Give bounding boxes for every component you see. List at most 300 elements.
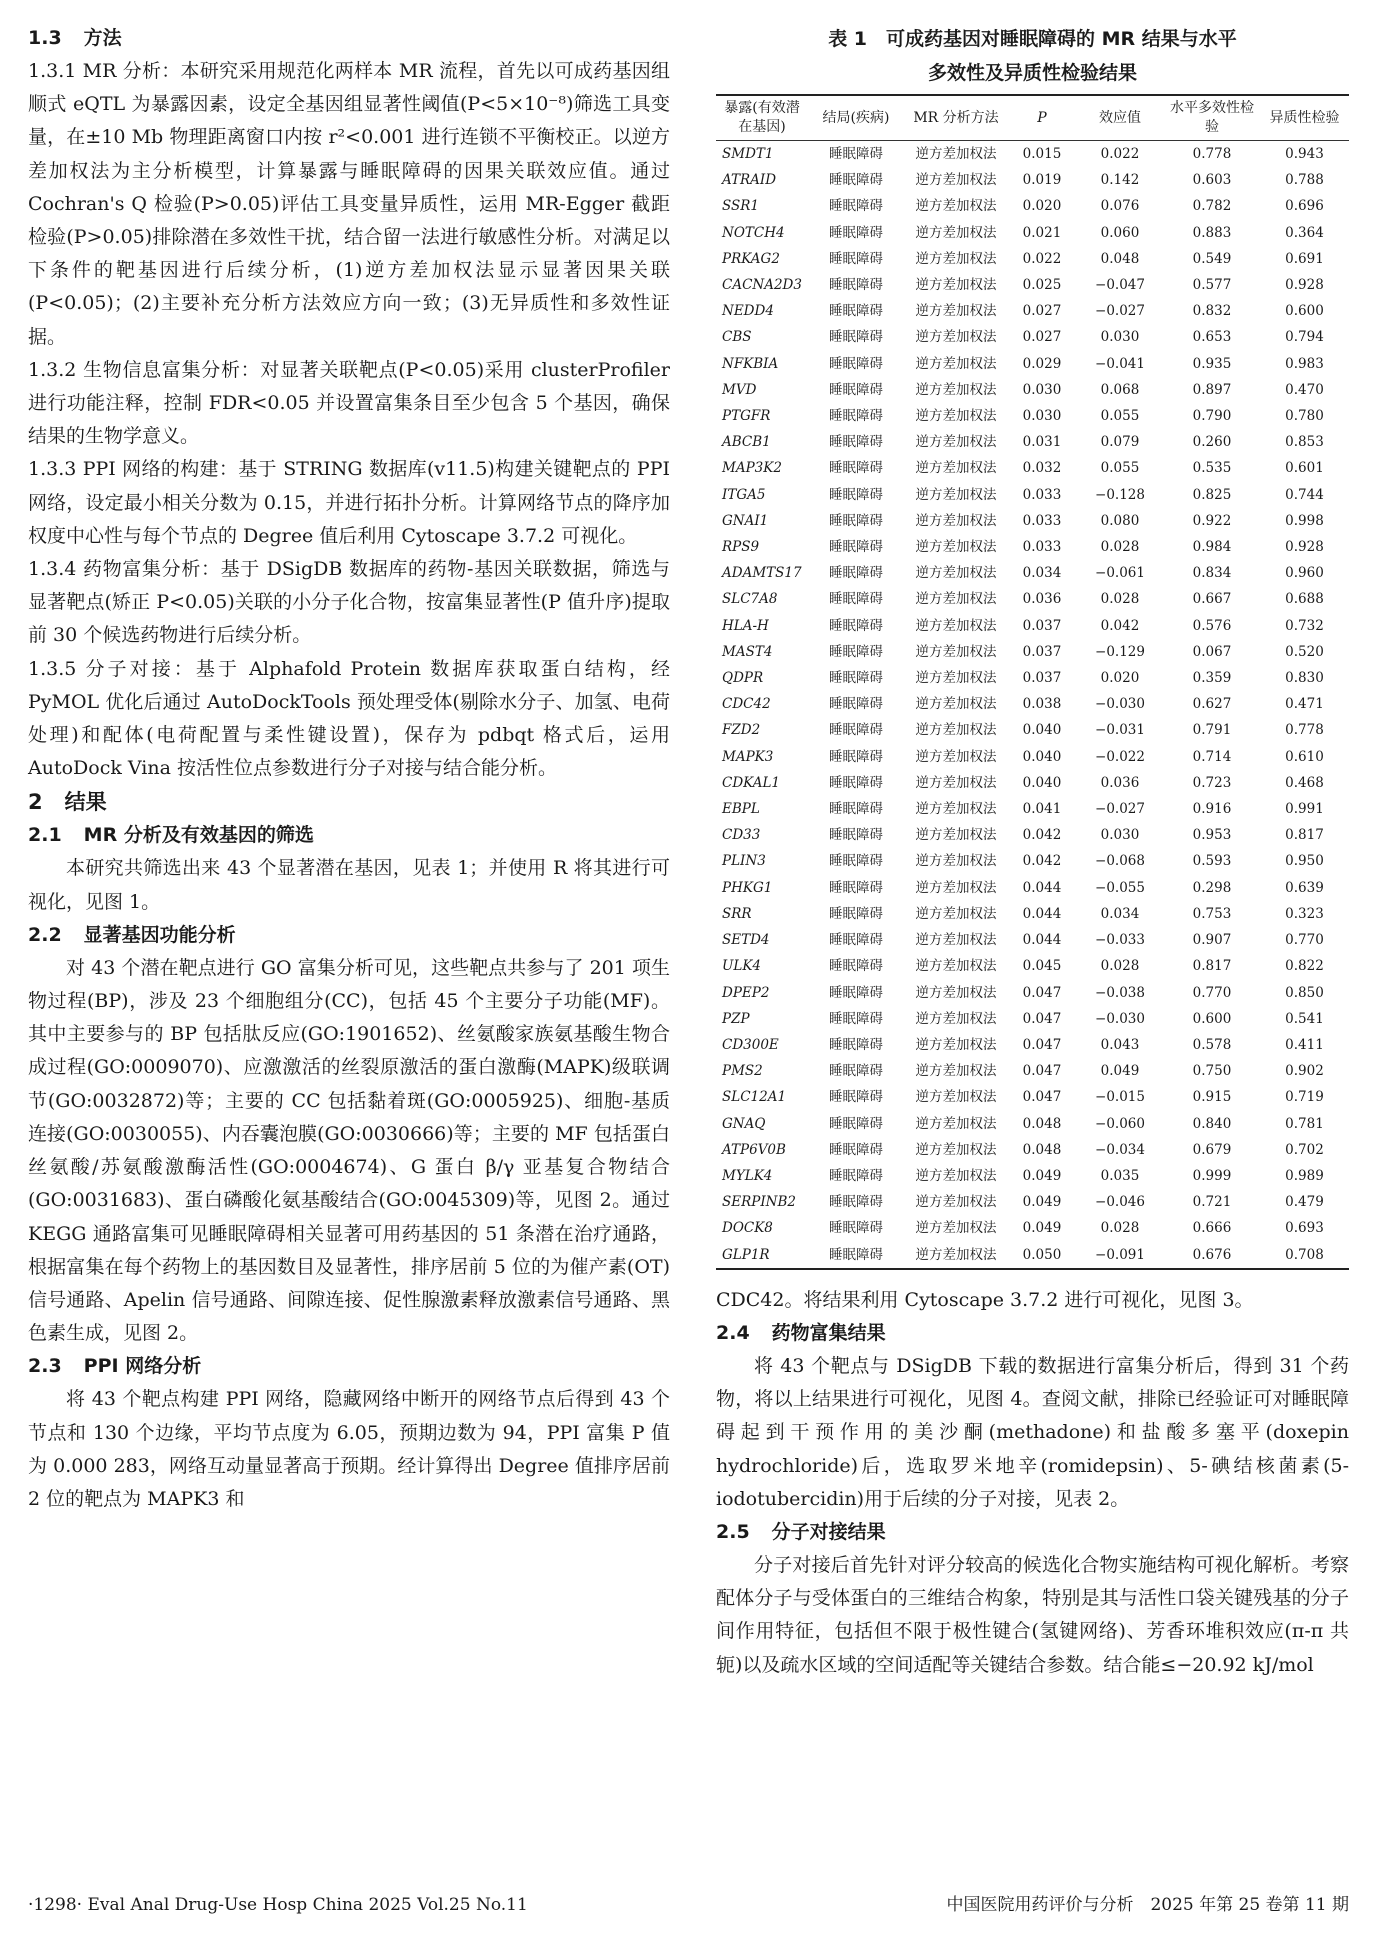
table-cell: 0.411 <box>1285 1036 1324 1053</box>
table-cell: 0.653 <box>1192 329 1232 346</box>
gene-cell: SLC7A8 <box>722 591 778 608</box>
table-cell: 0.600 <box>1192 1010 1232 1027</box>
table-cell: 0.359 <box>1192 670 1232 687</box>
table-row <box>716 246 1349 272</box>
table-row <box>716 665 1349 691</box>
table-cell: −0.022 <box>1095 748 1145 765</box>
gene-cell: PZP <box>722 1010 750 1027</box>
table-cell: −0.047 <box>1095 277 1145 294</box>
table-cell: 0.576 <box>1192 617 1232 634</box>
table-cell: 逆方差加权法 <box>915 355 997 372</box>
table-row <box>716 141 1349 168</box>
gene-cell: PRKAG2 <box>722 250 780 267</box>
table-cell: 睡眠障碍 <box>829 801 883 818</box>
table-cell: −0.015 <box>1095 1089 1145 1106</box>
table-cell: 睡眠障碍 <box>829 329 883 346</box>
table-cell: 0.030 <box>1100 329 1140 346</box>
gene-cell: DPEP2 <box>722 984 770 1001</box>
table-cell: 0.035 <box>1100 1167 1140 1184</box>
table-cell: 睡眠障碍 <box>829 1167 883 1184</box>
table-cell: 0.991 <box>1285 801 1324 818</box>
table-cell: 0.691 <box>1285 250 1324 267</box>
gene-cell: ATRAID <box>722 172 777 189</box>
table-cell: 0.853 <box>1285 434 1324 451</box>
table-cell: 睡眠障碍 <box>829 146 883 162</box>
table-cell: 0.079 <box>1100 434 1140 451</box>
table-cell: 0.048 <box>1022 1141 1062 1158</box>
table-cell: 0.719 <box>1285 1089 1324 1106</box>
gene-cell: RPS9 <box>722 539 760 556</box>
table-cell: 逆方差加权法 <box>915 1010 997 1027</box>
gene-cell: MAST4 <box>722 643 773 660</box>
table-cell: 0.610 <box>1285 748 1324 765</box>
table-cell: 逆方差加权法 <box>915 146 997 162</box>
table-cell: 睡眠障碍 <box>829 932 883 949</box>
table-cell: 0.714 <box>1192 748 1232 765</box>
table-cell: 0.721 <box>1192 1194 1232 1211</box>
table-cell: 0.042 <box>1022 853 1062 870</box>
table-cell: 0.047 <box>1022 984 1062 1001</box>
table-cell: 0.817 <box>1192 958 1232 975</box>
table-cell: 0.030 <box>1022 381 1062 398</box>
table-cell: 0.076 <box>1100 198 1140 215</box>
table-cell: 0.639 <box>1285 879 1324 896</box>
table-cell: 逆方差加权法 <box>915 591 997 608</box>
gene-cell: CACNA2D3 <box>722 277 802 294</box>
table-row <box>716 717 1349 743</box>
table-cell: 0.028 <box>1100 1220 1140 1237</box>
table-cell: 0.028 <box>1100 539 1140 556</box>
table-cell: 0.593 <box>1192 853 1232 870</box>
table-cell: 逆方差加权法 <box>915 1089 997 1106</box>
table-cell: 0.040 <box>1022 722 1062 739</box>
table-cell: 0.601 <box>1285 460 1324 477</box>
table-cell: 逆方差加权法 <box>915 932 997 949</box>
table-cell: 0.822 <box>1285 958 1324 975</box>
table-cell: 逆方差加权法 <box>915 1220 997 1237</box>
table-row <box>716 953 1349 979</box>
column-header: 结局(疾病) <box>808 95 904 141</box>
table-cell: 0.479 <box>1285 1194 1324 1211</box>
table-cell: 逆方差加权法 <box>915 486 997 503</box>
table-row <box>716 298 1349 324</box>
table-cell: 0.696 <box>1285 198 1324 215</box>
table-cell: 睡眠障碍 <box>829 643 883 660</box>
table-cell: 逆方差加权法 <box>915 984 997 1001</box>
table-cell: 0.907 <box>1192 932 1232 949</box>
paragraph-continuation: CDC42。将结果利用 Cytoscape 3.7.2 进行可视化，见图 3。 <box>716 1288 1254 1311</box>
table-row <box>716 822 1349 848</box>
section-heading-2: 2 结果 <box>28 790 107 815</box>
table-cell: 0.036 <box>1022 591 1062 608</box>
table-cell: 0.033 <box>1022 512 1062 529</box>
table-cell: 0.693 <box>1285 1220 1324 1237</box>
table-cell: 0.791 <box>1192 722 1232 739</box>
table-cell: 0.044 <box>1022 905 1062 922</box>
table-cell: −0.061 <box>1095 565 1145 582</box>
table-row <box>716 1189 1349 1215</box>
table-cell: 0.044 <box>1022 879 1062 896</box>
table-cell: 0.045 <box>1022 958 1062 975</box>
paragraph-2-4: 将 43 个靶点与 DSigDB 下载的数据进行富集分析后，得到 31 个药物，将以上结果进行可视化，见图 4。查阅文献，排除已经验证可对睡眠障碍起到干预作用的美沙酮(methadone)和盐酸多塞平(doxepin hydrochloride)后，选取罗米地辛(romidepsin)、5-碘结核菌素(5-iodotubercidin)用于后续的分子对接，见表 2。 <box>716 1354 1349 1510</box>
table-cell: 0.042 <box>1022 827 1062 844</box>
table-cell: 0.744 <box>1285 486 1324 503</box>
table-row <box>716 980 1349 1006</box>
table-cell: −0.033 <box>1095 932 1145 949</box>
table-cell: 睡眠障碍 <box>829 408 883 425</box>
table-cell: 0.984 <box>1192 539 1232 556</box>
table-cell: 0.770 <box>1192 984 1232 1001</box>
gene-cell: NOTCH4 <box>722 224 785 241</box>
gene-cell: SRR <box>722 905 752 922</box>
gene-cell: PHKG1 <box>722 879 773 896</box>
table-cell: 逆方差加权法 <box>915 250 997 267</box>
table-cell: 逆方差加权法 <box>915 722 997 739</box>
table-cell: 0.830 <box>1285 670 1324 687</box>
table-row <box>716 875 1349 901</box>
table-cell: 0.468 <box>1285 774 1324 791</box>
table-cell: 逆方差加权法 <box>915 1246 997 1263</box>
table-cell: 0.834 <box>1192 565 1232 582</box>
table-cell: 0.038 <box>1022 696 1062 713</box>
table-cell: 0.753 <box>1192 905 1232 922</box>
table-cell: 逆方差加权法 <box>915 1115 997 1132</box>
table-1-title: 表 1 可成药基因对睡眠障碍的 MR 结果与水平 <box>828 28 1237 50</box>
section-heading-2-1: 2.1 MR 分析及有效基因的筛选 <box>28 824 314 847</box>
table-cell: 逆方差加权法 <box>915 905 997 922</box>
table-cell: 0.778 <box>1192 146 1232 162</box>
table-cell: 0.032 <box>1022 460 1062 477</box>
gene-cell: ULK4 <box>722 958 762 975</box>
table-cell: 睡眠障碍 <box>829 355 883 372</box>
table-cell: 睡眠障碍 <box>829 696 883 713</box>
table-cell: 睡眠障碍 <box>829 827 883 844</box>
table-cell: −0.038 <box>1095 984 1145 1001</box>
paragraph-2-1: 本研究共筛选出来 43 个显著潜在基因，见表 1；并使用 R 将其进行可视化，见图 1。 <box>28 857 670 913</box>
table-cell: 0.832 <box>1192 303 1232 320</box>
gene-cell: GLP1R <box>722 1246 770 1263</box>
gene-cell: CDKAL1 <box>722 774 780 791</box>
table-cell: −0.041 <box>1095 355 1145 372</box>
table-cell: 0.049 <box>1022 1220 1062 1237</box>
table-cell: 0.015 <box>1022 146 1062 162</box>
table-cell: −0.030 <box>1095 696 1145 713</box>
table-cell: 逆方差加权法 <box>915 1036 997 1053</box>
table-cell: 0.578 <box>1192 1036 1232 1053</box>
table-row <box>716 377 1349 403</box>
table-row <box>716 901 1349 927</box>
table-cell: 0.883 <box>1192 224 1232 241</box>
table-row <box>716 455 1349 481</box>
table-cell: −0.060 <box>1095 1115 1145 1132</box>
table-cell: 逆方差加权法 <box>915 801 997 818</box>
table-cell: −0.128 <box>1095 486 1145 503</box>
table-cell: 0.788 <box>1285 172 1324 189</box>
section-heading-1-3: 1.3 方法 <box>28 27 122 49</box>
table-row <box>716 1058 1349 1084</box>
table-cell: 0.019 <box>1022 172 1062 189</box>
table-cell: 0.627 <box>1192 696 1232 713</box>
table-row <box>716 927 1349 953</box>
table-cell: 睡眠障碍 <box>829 172 883 189</box>
table-cell: 0.036 <box>1100 774 1140 791</box>
table-cell: 逆方差加权法 <box>915 277 997 294</box>
table-cell: 睡眠障碍 <box>829 198 883 215</box>
table-row <box>716 220 1349 246</box>
table-cell: 逆方差加权法 <box>915 879 997 896</box>
table-row <box>716 534 1349 560</box>
table-cell: −0.027 <box>1095 801 1145 818</box>
table-cell: 0.794 <box>1285 329 1324 346</box>
table-cell: 逆方差加权法 <box>915 670 997 687</box>
gene-cell: PTGFR <box>722 408 771 425</box>
table-cell: 0.666 <box>1192 1220 1232 1237</box>
table-cell: 逆方差加权法 <box>915 696 997 713</box>
table-cell: −0.129 <box>1095 643 1145 660</box>
table-cell: 睡眠障碍 <box>829 853 883 870</box>
table-row <box>716 639 1349 665</box>
table-row <box>716 167 1349 193</box>
table-cell: 0.029 <box>1022 355 1062 372</box>
gene-cell: GNAI1 <box>722 512 769 529</box>
paragraph-1-3-3: 1.3.3 PPI 网络的构建：基于 STRING 数据库(v11.5)构建关键靶点的 PPI 网络，设定最小相关分数为 0.15，并进行拓扑分析。计算网络节点的降序加权度中心性与每个节点的 Degree 值后利用 Cytoscape 3.7.2 可视化。 <box>28 458 670 547</box>
section-heading-2-4: 2.4 药物富集结果 <box>716 1321 886 1344</box>
paragraph-1-3-1: 1.3.1 MR 分析：本研究采用规范化两样本 MR 流程，首先以可成药基因组顺式 eQTL 为暴露因素，设定全基因组显著性阈值(P<5×10⁻⁸)筛选工具变量，在±10 Mb 物理距离窗口内按 r²<0.001 进行连锁不平衡校正。以逆方差加权法为主分析模型，计算暴露与睡眠障碍的因果关联效应值。通过 Cochran's Q 检验(P>0.05)评估工具变量异质性，运用 MR-Egger 截距检验(P>0.05)排除潜在多效性干扰，结合留一法进行敏感性分析。对满足以下条件的靶基因进行后续分析，(1)逆方差加权法显示显著因果关联(P<0.05)；(2)主要补充分析方法效应方向一致；(3)无异质性和多效性证据。 <box>28 60 670 348</box>
table-cell: 0.260 <box>1192 434 1232 451</box>
table-cell: 0.049 <box>1022 1167 1062 1184</box>
table-cell: 0.520 <box>1285 643 1324 660</box>
table-cell: 0.055 <box>1100 408 1140 425</box>
table-cell: 睡眠障碍 <box>829 381 883 398</box>
table-cell: 0.922 <box>1192 512 1232 529</box>
table-cell: 逆方差加权法 <box>915 381 997 398</box>
table-cell: 睡眠障碍 <box>829 958 883 975</box>
table-cell: 睡眠障碍 <box>829 879 883 896</box>
gene-cell: NFKBIA <box>722 355 779 372</box>
table-cell: 睡眠障碍 <box>829 905 883 922</box>
table-cell: 睡眠障碍 <box>829 277 883 294</box>
table-row <box>716 1032 1349 1058</box>
table-cell: 0.028 <box>1100 958 1140 975</box>
table-row <box>716 429 1349 455</box>
table-cell: 0.688 <box>1285 591 1324 608</box>
table-cell: 0.028 <box>1100 591 1140 608</box>
table-row <box>716 482 1349 508</box>
table-row <box>716 1084 1349 1110</box>
table-cell: 0.998 <box>1285 512 1324 529</box>
column-header: P <box>1008 95 1076 141</box>
table-cell: 逆方差加权法 <box>915 827 997 844</box>
table-cell: 0.928 <box>1285 539 1324 556</box>
table-cell: 0.042 <box>1100 617 1140 634</box>
table-cell: 0.600 <box>1285 303 1324 320</box>
paragraph-2-2: 对 43 个潜在靶点进行 GO 富集分析可见，这些靶点共参与了 201 项生物过程(BP)，涉及 23 个细胞组分(CC)，包括 45 个主要分子功能(MF)。其中主要参与的 BP 包括肽反应(GO:1901652)、丝氨酸家族氨基酸生物合成过程(GO:0009070)、应激激活的丝裂原激活的蛋白激酶(MAPK)级联调节(GO:0032872)等；主要的 CC 包括黏着斑(GO:0005925)、细胞-基质连接(GO:0030055)、内吞囊泡膜(GO:0030666)等；主要的 MF 包括蛋白丝氨酸/苏氨酸激酶活性(GO:0004674)、G 蛋白 β/γ 亚基复合物结合(GO:0031683)、蛋白磷酸化氨基酸结合(GO:0045309)等，见图 2。通过 KEGG 通路富集可见睡眠障碍相关显著可用药基因的 51 条潜在治疗通路，根据富集在每个药物上的基因数目及显著性，排序居前 5 位的为催产素(OT)信号通路、Apelin 信号通路、间隙连接、促性腺激素释放激素信号通路、黑色素生成，见图 2。 <box>28 956 670 1345</box>
table-cell: 0.603 <box>1192 172 1232 189</box>
table-cell: 0.915 <box>1192 1089 1232 1106</box>
column-header: MR 分析方法 <box>904 95 1008 141</box>
table-row <box>716 1006 1349 1032</box>
table-cell: 睡眠障碍 <box>829 722 883 739</box>
gene-cell: CDC42 <box>722 696 771 713</box>
table-cell: 0.778 <box>1285 722 1324 739</box>
table-cell: 0.323 <box>1285 905 1324 922</box>
table-cell: 逆方差加权法 <box>915 434 997 451</box>
table-cell: −0.030 <box>1095 1010 1145 1027</box>
table-cell: 0.044 <box>1022 932 1062 949</box>
table-cell: 0.817 <box>1285 827 1324 844</box>
gene-cell: MAPK3 <box>722 748 774 765</box>
table-cell: 0.577 <box>1192 277 1232 294</box>
gene-cell: CD33 <box>722 827 761 844</box>
table-cell: 逆方差加权法 <box>915 1141 997 1158</box>
gene-cell: NEDD4 <box>722 303 774 320</box>
table-cell: 0.790 <box>1192 408 1232 425</box>
table-cell: 0.027 <box>1022 303 1062 320</box>
gene-cell: SERPINB2 <box>722 1194 797 1211</box>
footer-right: 中国医院用药评价与分析 2025 年第 25 卷第 11 期 <box>946 1895 1349 1915</box>
table-cell: 睡眠障碍 <box>829 984 883 1001</box>
table-cell: 0.020 <box>1100 670 1140 687</box>
table-cell: 睡眠障碍 <box>829 1063 883 1080</box>
table-cell: 0.953 <box>1192 827 1232 844</box>
table-row <box>716 1215 1349 1241</box>
table-cell: 0.030 <box>1100 827 1140 844</box>
table-cell: 0.960 <box>1285 565 1324 582</box>
table-cell: 0.021 <box>1022 224 1062 241</box>
table-cell: 睡眠障碍 <box>829 748 883 765</box>
table-cell: 0.935 <box>1192 355 1232 372</box>
paragraph-1-3-4: 1.3.4 药物富集分析：基于 DSigDB 数据库的药物-基因关联数据，筛选与显著靶点(矫正 P<0.05)关联的小分子化合物，按富集显著性(P 值升序)提取前 30 个候选药物进行后续分析。 <box>28 558 670 647</box>
table-cell: 0.025 <box>1022 277 1062 294</box>
table-cell: 睡眠障碍 <box>829 1115 883 1132</box>
table-cell: 0.770 <box>1285 932 1324 949</box>
table-row <box>716 848 1349 874</box>
right-body-text <box>716 1284 1349 1682</box>
table-cell: 0.999 <box>1192 1167 1232 1184</box>
table-cell: −0.027 <box>1095 303 1145 320</box>
table-cell: 睡眠障碍 <box>829 250 883 267</box>
table-row <box>716 796 1349 822</box>
table-row <box>716 1163 1349 1189</box>
table-cell: 逆方差加权法 <box>915 172 997 189</box>
table-cell: 逆方差加权法 <box>915 512 997 529</box>
table-cell: −0.091 <box>1095 1246 1145 1263</box>
table-row <box>716 770 1349 796</box>
column-header: 暴露(有效潜在基因) <box>716 95 808 141</box>
table-cell: 0.043 <box>1100 1036 1140 1053</box>
table-cell: 0.040 <box>1022 748 1062 765</box>
table-cell: 睡眠障碍 <box>829 539 883 556</box>
section-heading-2-2: 2.2 显著基因功能分析 <box>28 923 236 946</box>
left-column <box>28 22 670 1516</box>
gene-cell: QDPR <box>722 670 764 687</box>
table-cell: −0.031 <box>1095 722 1145 739</box>
table-cell: 0.989 <box>1285 1167 1324 1184</box>
right-column <box>716 22 1349 1682</box>
table-cell: 0.983 <box>1285 355 1324 372</box>
table-row <box>716 744 1349 770</box>
table-row <box>716 324 1349 350</box>
table-cell: 0.047 <box>1022 1010 1062 1027</box>
gene-cell: DOCK8 <box>722 1220 773 1237</box>
table-cell: 0.049 <box>1100 1063 1140 1080</box>
gene-cell: EBPL <box>722 801 760 818</box>
table-row <box>716 193 1349 219</box>
table-cell: 0.037 <box>1022 643 1062 660</box>
paragraph-1-3-5: 1.3.5 分子对接：基于 Alphafold Protein 数据库获取蛋白结构，经 PyMOL 优化后通过 AutoDockTools 预处理受体(剔除水分子、加氢、电荷处理)和配体(电荷配置与柔性键设置)，保存为 pdbqt 格式后，运用 AutoDock Vina 按活性位点参数进行分子对接与结合能分析。 <box>28 657 670 780</box>
table-cell: 0.037 <box>1022 670 1062 687</box>
table-cell: 逆方差加权法 <box>915 198 997 215</box>
table-cell: 睡眠障碍 <box>829 1010 883 1027</box>
gene-cell: HLA-H <box>722 617 769 634</box>
table-cell: 逆方差加权法 <box>915 329 997 346</box>
gene-cell: GNAQ <box>722 1115 766 1132</box>
table-cell: 0.033 <box>1022 486 1062 503</box>
table-cell: −0.034 <box>1095 1141 1145 1158</box>
table-cell: 0.030 <box>1022 408 1062 425</box>
table-cell: 0.781 <box>1285 1115 1324 1132</box>
table-cell: −0.055 <box>1095 879 1145 896</box>
table-cell: 0.037 <box>1022 617 1062 634</box>
table-cell: 睡眠障碍 <box>829 1141 883 1158</box>
table-cell: 睡眠障碍 <box>829 224 883 241</box>
table-cell: 0.471 <box>1285 696 1324 713</box>
gene-cell: SLC12A1 <box>722 1089 787 1106</box>
table-row <box>716 586 1349 612</box>
gene-cell: ATP6V0B <box>722 1141 786 1158</box>
column-header: 水平多效性检验 <box>1164 95 1260 141</box>
table-row <box>716 403 1349 429</box>
table-cell: 0.060 <box>1100 224 1140 241</box>
gene-cell: CBS <box>722 329 752 346</box>
table-cell: 逆方差加权法 <box>915 853 997 870</box>
table-cell: 0.535 <box>1192 460 1232 477</box>
table-cell: 0.142 <box>1100 172 1140 189</box>
table-cell: 0.049 <box>1022 1194 1062 1211</box>
table-cell: 0.022 <box>1100 146 1140 162</box>
table-cell: 0.034 <box>1022 565 1062 582</box>
table-cell: 0.020 <box>1022 198 1062 215</box>
table-row <box>716 272 1349 298</box>
table-cell: 0.676 <box>1192 1246 1232 1263</box>
gene-cell: ADAMTS17 <box>722 565 802 582</box>
gene-cell: MVD <box>722 381 757 398</box>
table-cell: 0.040 <box>1022 774 1062 791</box>
table-cell: 0.031 <box>1022 434 1062 451</box>
table-cell: 0.050 <box>1022 1246 1062 1263</box>
table-cell: −0.068 <box>1095 853 1145 870</box>
mr-results-table <box>716 94 1349 1270</box>
table-cell: 0.850 <box>1285 984 1324 1001</box>
table-cell: 0.943 <box>1285 146 1324 162</box>
table-cell: 逆方差加权法 <box>915 460 997 477</box>
gene-cell: FZD2 <box>722 722 761 739</box>
table-cell: 0.470 <box>1285 381 1324 398</box>
gene-cell: CD300E <box>722 1036 779 1053</box>
table-cell: 0.027 <box>1022 329 1062 346</box>
table-cell: 0.034 <box>1100 905 1140 922</box>
table-cell: 0.679 <box>1192 1141 1232 1158</box>
table-cell: 0.702 <box>1285 1141 1324 1158</box>
gene-cell: PLIN3 <box>722 853 766 870</box>
column-header: 异质性检验 <box>1260 95 1349 141</box>
table-cell: 逆方差加权法 <box>915 958 997 975</box>
table-cell: 逆方差加权法 <box>915 617 997 634</box>
table-cell: 0.750 <box>1192 1063 1232 1080</box>
table-row <box>716 508 1349 534</box>
gene-cell: MAP3K2 <box>722 460 782 477</box>
gene-cell: SSR1 <box>722 198 760 215</box>
